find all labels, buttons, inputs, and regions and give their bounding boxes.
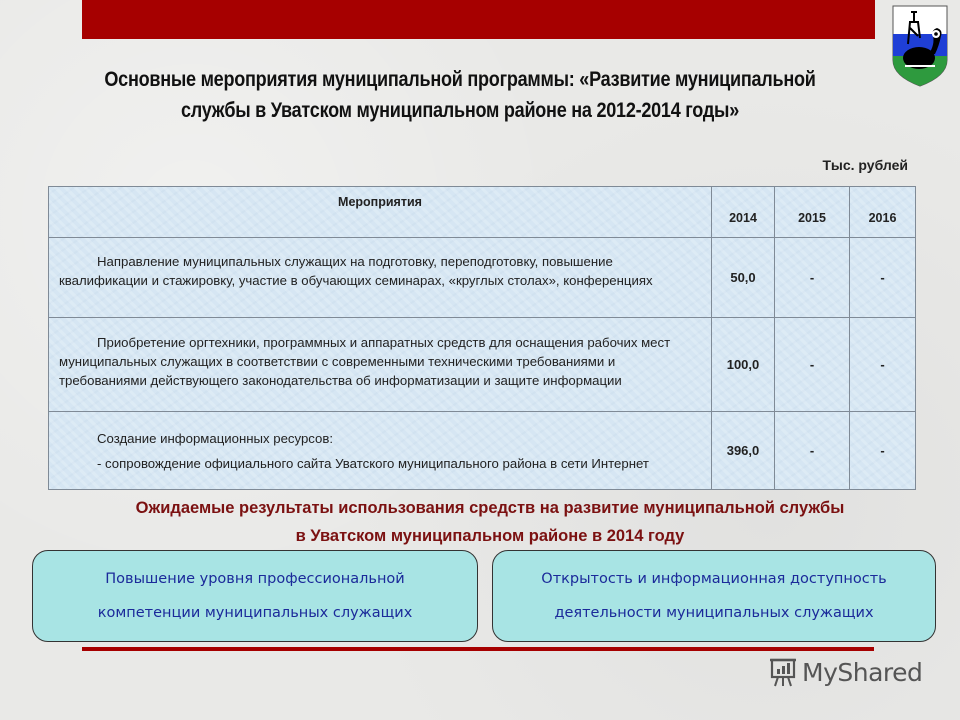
watermark-text: MyShared xyxy=(802,657,923,687)
value-2014: 50,0 xyxy=(712,238,775,318)
value-2014: 396,0 xyxy=(712,412,775,490)
value-2016: - xyxy=(850,318,916,412)
activity-description xyxy=(49,318,712,412)
table-row xyxy=(49,412,916,490)
table-row xyxy=(49,318,916,412)
table-header-row xyxy=(49,187,916,238)
result-box-line2: деятельности муниципальных служащих xyxy=(554,605,874,621)
value-2014: 100,0 xyxy=(712,318,775,412)
page-title: Основные мероприятия муниципальной программы: «Развитие муниципальной службы в Уватском муниципальном районе на 2012-2014 годы» xyxy=(104,68,816,122)
value-2015: - xyxy=(775,238,850,318)
value-2015: - xyxy=(775,412,850,490)
value-2016: - xyxy=(850,238,916,318)
result-box-line1: Повышение уровня профессиональной xyxy=(105,571,405,587)
results-heading xyxy=(40,494,940,550)
results-heading-line2: в Уватском муниципальном районе в 2014 году xyxy=(295,527,685,545)
header-year-2014: 2014 xyxy=(712,187,775,238)
result-box-line2: компетенции муниципальных служащих xyxy=(97,605,413,621)
presentation-board-icon xyxy=(768,656,798,688)
result-box-openness xyxy=(492,550,936,642)
value-2016: - xyxy=(850,412,916,490)
header-year-2016: 2016 xyxy=(850,187,916,238)
activity-description xyxy=(49,238,712,318)
results-heading-line1: Ожидаемые результаты использования средств на развитие муниципальной службы xyxy=(135,499,845,517)
myshared-watermark xyxy=(768,656,922,688)
result-box-line1: Открытость и информационная доступность xyxy=(541,571,887,587)
activity-text: Направление муниципальных служащих на подготовку, переподготовку, повышение квалификации и стажировку, участие в обучающих семинарах, «круглых столах», конференциях xyxy=(59,253,653,288)
uvat-coat-of-arms-icon xyxy=(891,4,949,88)
value-2015: - xyxy=(775,318,850,412)
activity-description xyxy=(49,412,712,490)
activities-table xyxy=(48,186,916,490)
top-red-bar xyxy=(82,0,875,39)
header-activity: Мероприятия xyxy=(49,187,712,238)
result-box-competence xyxy=(32,550,478,642)
table-row xyxy=(49,238,916,318)
header-year-2015: 2015 xyxy=(775,187,850,238)
bottom-red-line xyxy=(82,647,874,651)
activity-text: - сопровождение официального сайта Уватского муниципального района в сети Интернет xyxy=(97,455,649,471)
activity-text: Создание информационных ресурсов: xyxy=(97,430,334,446)
activity-text: Приобретение оргтехники, программных и аппаратных средств для оснащения рабочих мест муниципальных служащих в соответствии с современными техническими требованиями и требованиями действующего законодательства об информатизации и защите информации xyxy=(59,335,671,388)
units-label: Тыс. рублей xyxy=(822,157,908,173)
